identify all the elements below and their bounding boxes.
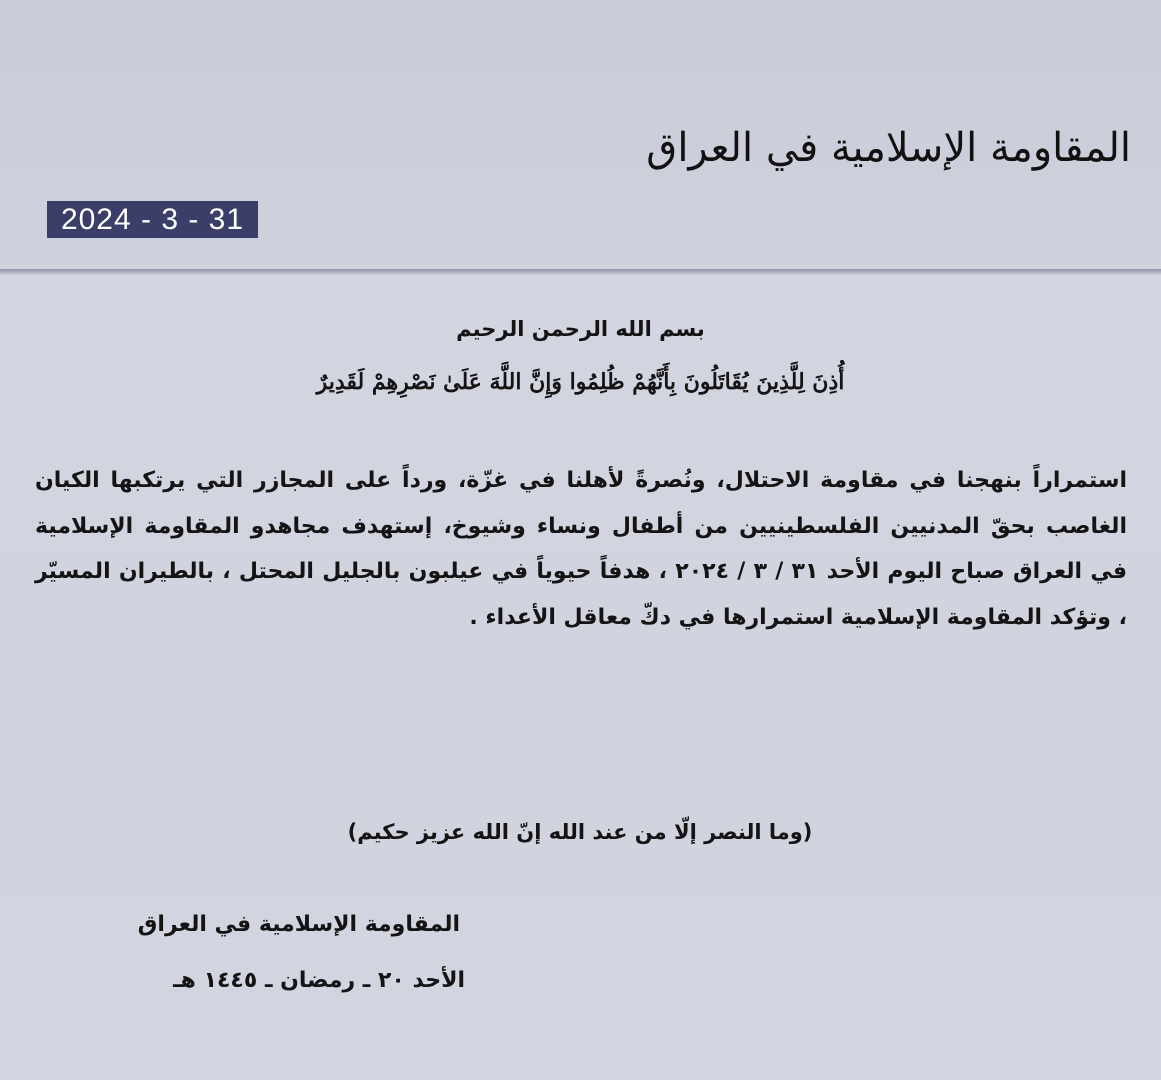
statement-body: استمراراً بنهجنا في مقاومة الاحتلال، ونُصرةً لأهلنا في غزّة، ورداً على المجازر التي يرتكبها الكيان الغاصب بحقّ المدنيين الفلسطينيين من أطفال ونساء وشيوخ، إستهدف مجاهدو المقاومة الإسلامية في العراق صباح اليوم الأحد ٣١ / ٣ / ٢٠٢٤ ، هدفاً حيوياً في عيلبون بالجليل المحتل ، بالطيران المسيّر ، وتؤكد المقاومة الإسلامية استمرارها في دكّ معاقل الأعداء . [35, 468, 1127, 630]
header-divider [0, 269, 1161, 275]
quran-verse: أُذِنَ لِلَّذِينَ يُقَاتَلُونَ بِأَنَّهُمْ ظُلِمُوا وَإِنَّ اللَّهَ عَلَىٰ نَصْرِهِمْ لَقَدِيرٌ [316, 369, 845, 395]
closing-verse: (وما النصر إلّا من عند الله إنّ الله عزيز حكيم) [347, 820, 813, 844]
organization-logo-text: المقاومة الإسلامية في العراق [646, 125, 1131, 171]
signature-name: المقاومة الإسلامية في العراق [137, 912, 460, 937]
date-badge: 2024 - 3 - 31 [47, 201, 258, 238]
basmala: بسم الله الرحمن الرحيم [456, 317, 705, 341]
signature-hijri-date: الأحد ٢٠ ـ رمضان ـ ١٤٤٥ هـ [173, 968, 465, 993]
